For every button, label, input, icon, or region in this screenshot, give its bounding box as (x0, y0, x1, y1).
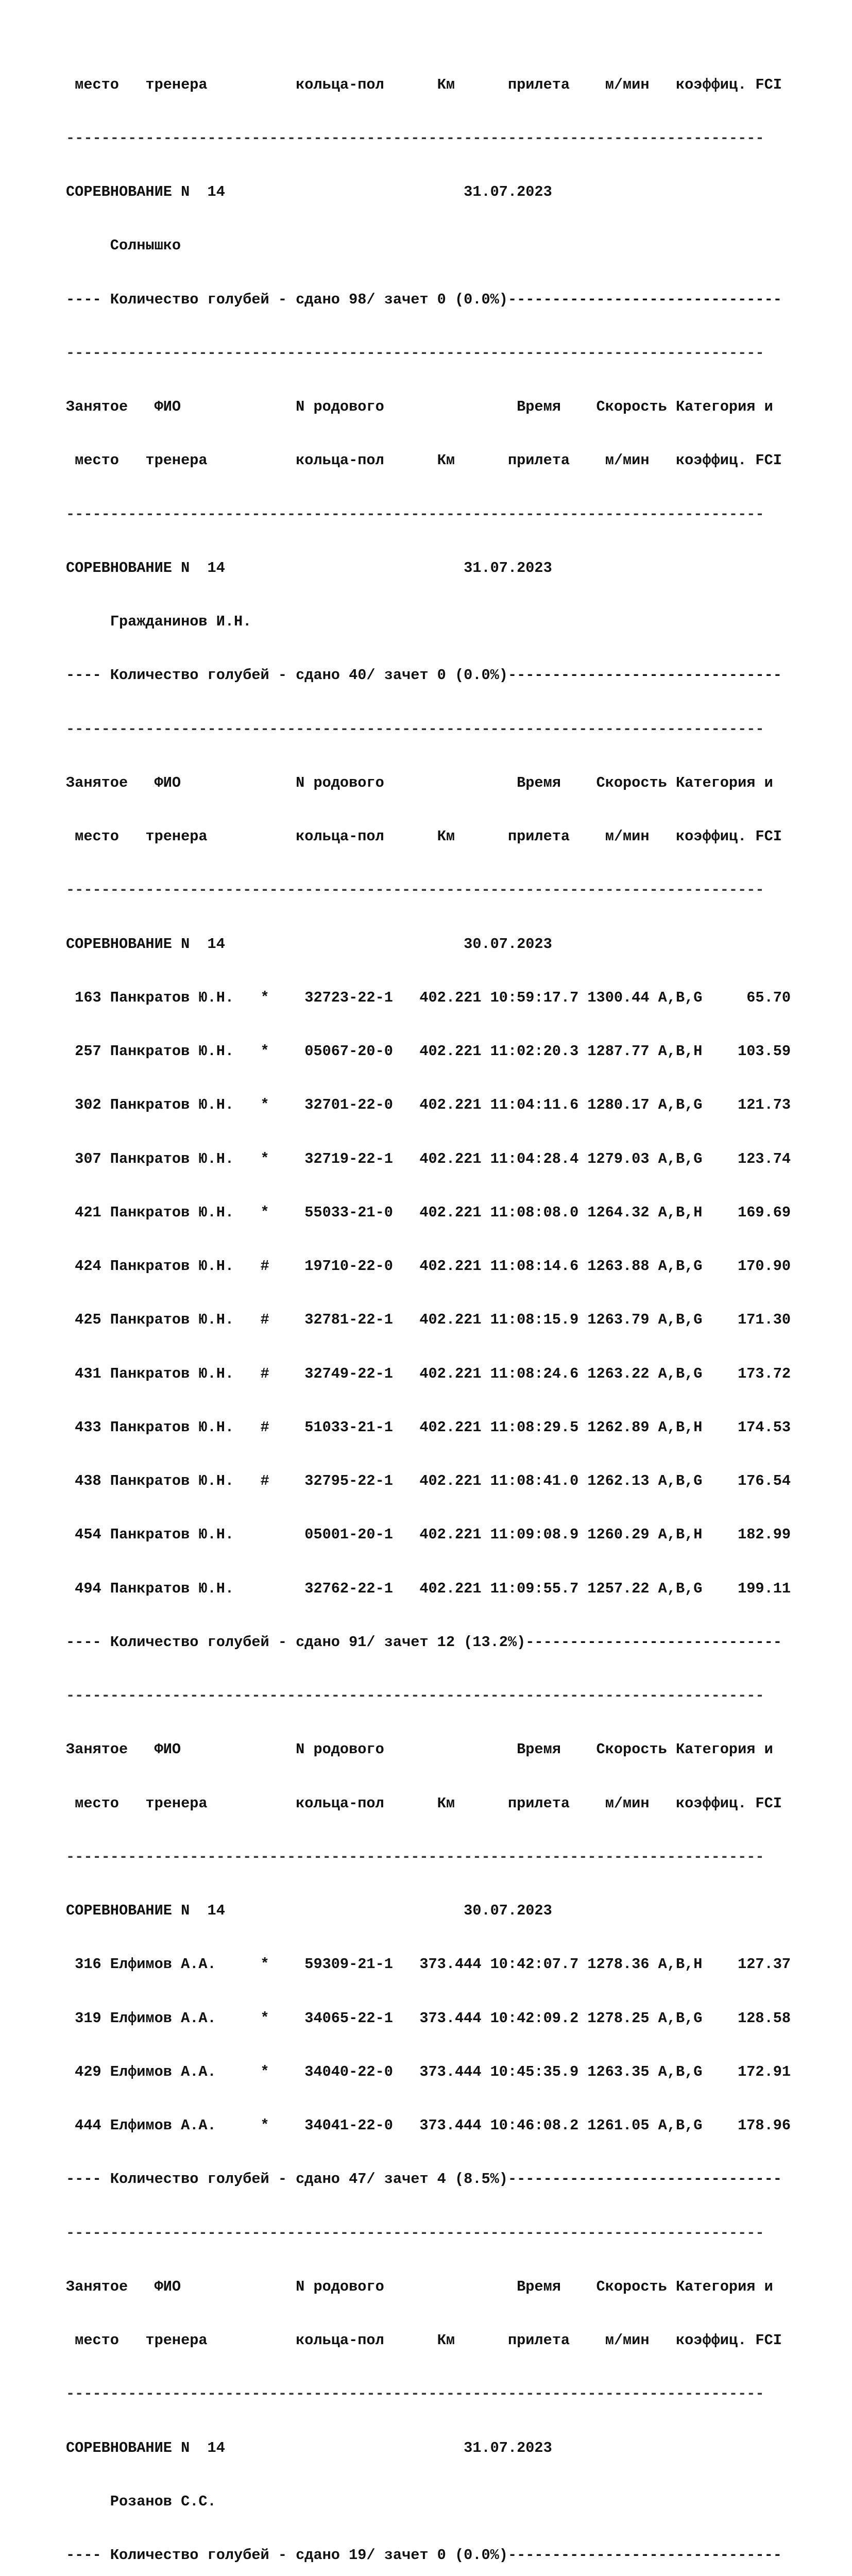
result-row: 438 Панкратов Ю.Н. # 32795-22-1 402.221 11:08:41.0 1262.13 A,B,G 176.54 (66, 1472, 791, 1489)
results-report (66, 40, 791, 2576)
result-row: 444 Елфимов А.А. * 34041-22-0 373.444 10:46:08.2 1261.05 A,B,G 178.96 (66, 2117, 791, 2134)
column-header-row-1: Занятое ФИО N родового Время Скорость Категория и (66, 1741, 773, 1758)
separator-line: ------------------------------------------------------------------------------- (66, 2385, 764, 2403)
summary-line: ---- Количество голубей - сдано 47/ зачет 4 (8.5%)------------------------------- (66, 2171, 782, 2188)
result-row: 425 Панкратов Ю.Н. # 32781-22-1 402.221 11:08:15.9 1263.79 A,B,G 171.30 (66, 1311, 791, 1329)
result-row: 454 Панкратов Ю.Н. 05001-20-1 402.221 11:09:08.9 1260.29 A,B,H 182.99 (66, 1526, 791, 1544)
result-row: 257 Панкратов Ю.Н. * 05067-20-0 402.221 11:02:20.3 1287.77 A,B,H 103.59 (66, 1043, 791, 1060)
column-header-row-2: место тренера кольца-пол Км прилета м/мин коэффиц. FCI (66, 1794, 782, 1812)
summary-line: ---- Количество голубей - сдано 19/ зачет 0 (0.0%)------------------------------- (66, 2547, 782, 2564)
summary-line: ---- Количество голубей - сдано 40/ зачет 0 (0.0%)------------------------------- (66, 667, 782, 684)
result-row: 307 Панкратов Ю.Н. * 32719-22-1 402.221 11:04:28.4 1279.03 A,B,G 123.74 (66, 1150, 791, 1167)
column-header-row-1: Занятое ФИО N родового Время Скорость Категория и (66, 398, 773, 415)
result-row: 433 Панкратов Ю.Н. # 51033-21-1 402.221 11:08:29.5 1262.89 A,B,H 174.53 (66, 1418, 791, 1436)
summary-line: ---- Количество голубей - сдано 98/ зачет 0 (0.0%)------------------------------- (66, 291, 782, 308)
summary-line: ---- Количество голубей - сдано 91/ зачет 12 (13.2%)----------------------------- (66, 1633, 782, 1651)
competition-header: СОРЕВНОВАНИЕ N 14 30.07.2023 (66, 1902, 552, 1919)
competition-header: СОРЕВНОВАНИЕ N 14 31.07.2023 (66, 559, 552, 577)
separator-line: ------------------------------------------------------------------------------- (66, 1687, 764, 1704)
column-header-row-2: место тренера кольца-пол Км прилета м/мин коэффиц. FCI (66, 2332, 782, 2349)
result-row: 424 Панкратов Ю.Н. # 19710-22-0 402.221 11:08:14.6 1263.88 A,B,G 170.90 (66, 1258, 791, 1275)
separator-line: ------------------------------------------------------------------------------- (66, 720, 764, 738)
result-row: 163 Панкратов Ю.Н. * 32723-22-1 402.221 10:59:17.7 1300.44 A,B,G 65.70 (66, 989, 791, 1006)
result-row: 319 Елфимов А.А. * 34065-22-1 373.444 10:42:09.2 1278.25 A,B,G 128.58 (66, 2009, 791, 2027)
result-row: 316 Елфимов А.А. * 59309-21-1 373.444 10:42:07.7 1278.36 A,B,H 127.37 (66, 1956, 791, 1973)
trainer-name: Солнышко (66, 237, 181, 255)
separator-line: ------------------------------------------------------------------------------- (66, 1848, 764, 1866)
result-row: 421 Панкратов Ю.Н. * 55033-21-0 402.221 11:08:08.0 1264.32 A,B,H 169.69 (66, 1204, 791, 1221)
column-header-row-2: место тренера кольца-пол Км прилета м/мин коэффиц. FCI (66, 452, 782, 469)
competition-header: СОРЕВНОВАНИЕ N 14 31.07.2023 (66, 2439, 552, 2456)
result-row: 429 Елфимов А.А. * 34040-22-0 373.444 10:45:35.9 1263.35 A,B,G 172.91 (66, 2063, 791, 2080)
result-row: 494 Панкратов Ю.Н. 32762-22-1 402.221 11:09:55.7 1257.22 A,B,G 199.11 (66, 1580, 791, 1597)
report-line: место тренера кольца-пол Км прилета м/мин коэффиц. FCI (66, 76, 782, 93)
result-row: 431 Панкратов Ю.Н. # 32749-22-1 402.221 11:08:24.6 1263.22 A,B,G 173.72 (66, 1365, 791, 1382)
column-header-row-1: Занятое ФИО N родового Время Скорость Категория и (66, 774, 773, 791)
separator-line: ------------------------------------------------------------------------------- (66, 2224, 764, 2242)
separator-line: ------------------------------------------------------------------------------- (66, 882, 764, 899)
separator-line: ------------------------------------------------------------------------------- (66, 129, 764, 147)
column-header-row-2: место тренера кольца-пол Км прилета м/мин коэффиц. FCI (66, 828, 782, 845)
separator-line: ------------------------------------------------------------------------------- (66, 505, 764, 523)
column-header-row-1: Занятое ФИО N родового Время Скорость Категория и (66, 2278, 773, 2295)
separator-line: ------------------------------------------------------------------------------- (66, 344, 764, 362)
competition-header: СОРЕВНОВАНИЕ N 14 30.07.2023 (66, 935, 552, 953)
competition-header: СОРЕВНОВАНИЕ N 14 31.07.2023 (66, 183, 552, 200)
trainer-name: Розанов С.С. (66, 2493, 216, 2510)
trainer-name: Гражданинов И.Н. (66, 613, 252, 630)
result-row: 302 Панкратов Ю.Н. * 32701-22-0 402.221 11:04:11.6 1280.17 A,B,G 121.73 (66, 1096, 791, 1114)
